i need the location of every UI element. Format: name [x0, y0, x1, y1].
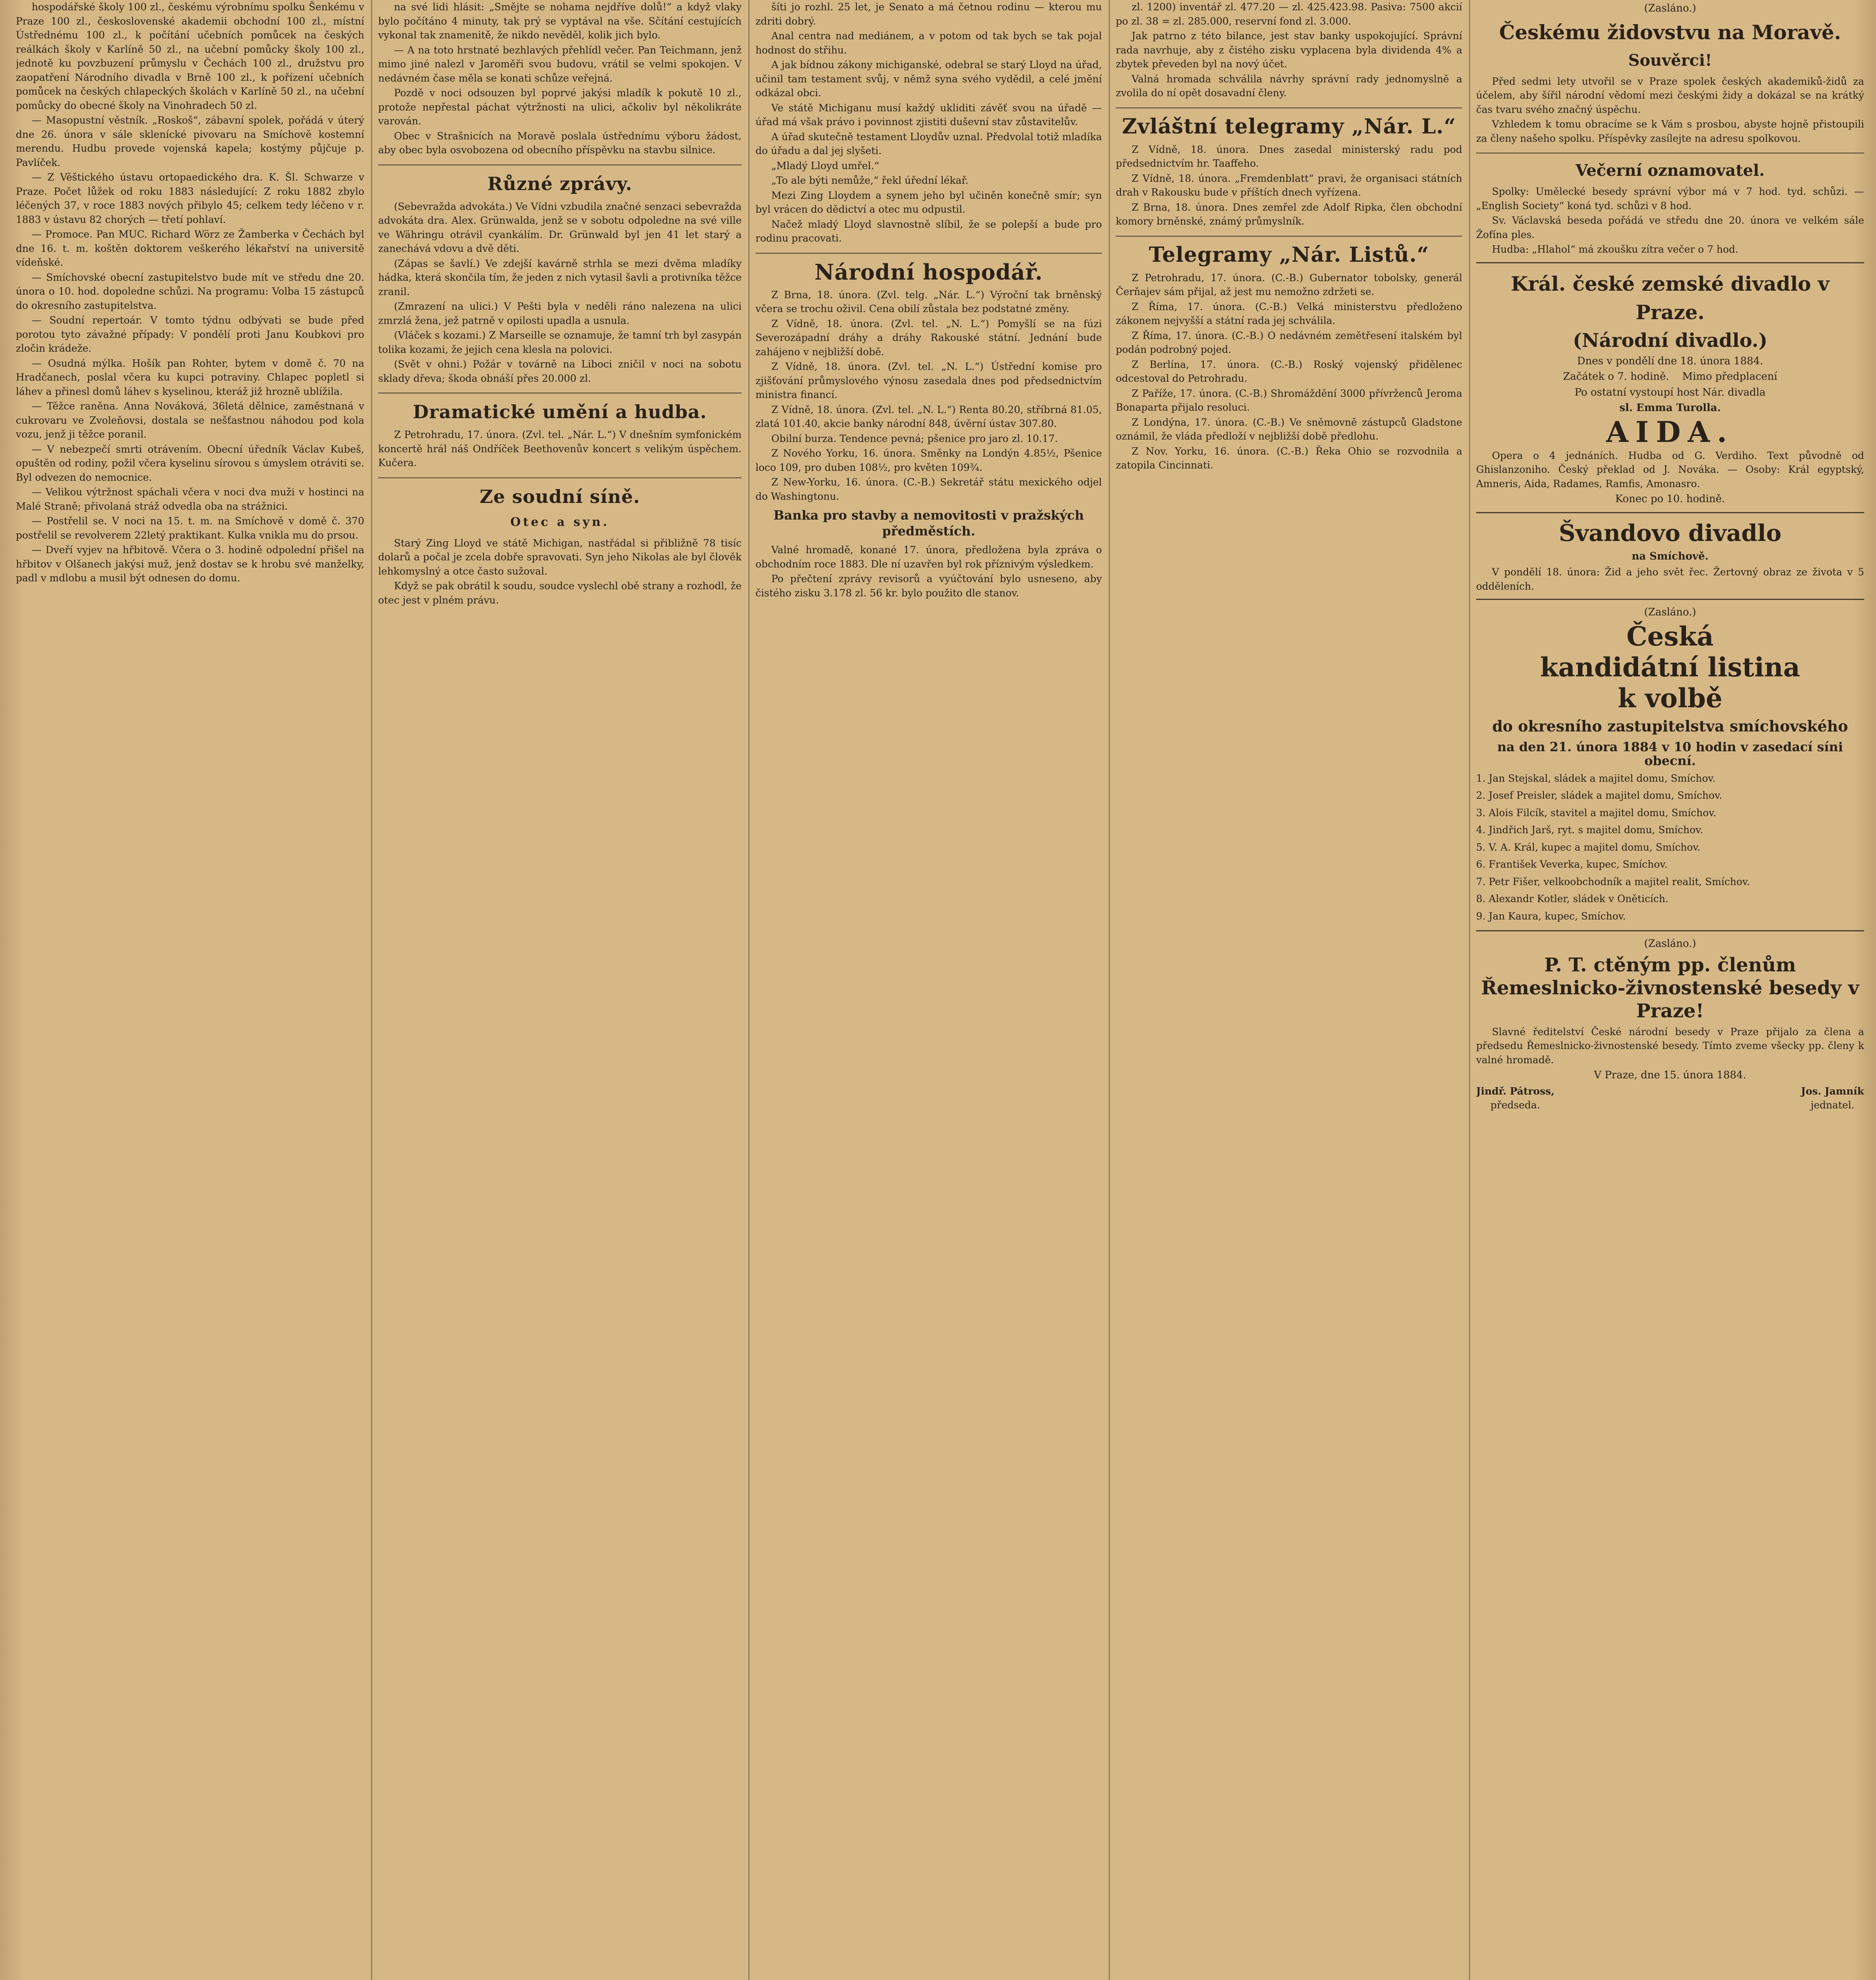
theatre-show-title: AIDA.: [1606, 415, 1734, 449]
paragraph: (Zápas se šavlí.) Ve zdejší kavárně strhla se mezi dvěma mladíky hádka, která skončila tím, že jeden z nich vytasil šavli a protivníka těžce zranil.: [378, 257, 742, 297]
ad-title-kandidatni: kandidátní listina: [1540, 651, 1800, 683]
column-3: [755, 0, 1102, 1980]
paragraph: Z Vídně, 18. února. Dnes zasedal ministerský radu pod předsednictvím hr. Taaffeho.: [1116, 143, 1462, 169]
paragraph: Z Petrohradu, 17. února. (Zvl. tel. „Nár. L.“) V dnešním symfonickém koncertě hrál náš Ondříček Beethovenův koncert s velikým úspěchem. Kučera.: [378, 429, 742, 468]
paragraph: Obilní burza. Tendence pevná; pšenice pro jaro zl. 10.17.: [771, 432, 1058, 444]
zaslano-label: (Zasláno.): [1644, 2, 1696, 14]
candidate-item: 1. Jan Stejskal, sládek a majitel domu, Smíchov.: [1476, 772, 1716, 784]
paragraph: Hudba: „Hlahol“ má zkoušku zítra večer o 7 hod.: [1492, 244, 1739, 255]
paragraph: — Soudní repertoár. V tomto týdnu odbývati se bude před porotou tyto závažné případy: V pondělí proti Janu Koubkovi pro zločin krádeže.: [16, 314, 364, 354]
paragraph: Anal centra nad mediánem, a v potom od tak bych se tak pojal hodnost do střihu.: [755, 30, 1102, 56]
section-title-dramaticke-umeni: Dramatické umění a hudba.: [413, 401, 707, 423]
candidate-item: 3. Alois Filcík, stavitel a majitel domu, Smíchov.: [1476, 807, 1716, 819]
paragraph: šíti jo rozhl. 25 let, je Senato a má četnou rodinu — kterou mu zdriti dobrý.: [755, 1, 1102, 27]
svandovo-title: Švandovo divadlo: [1558, 519, 1782, 546]
ad-title-k-volbe: k volbě: [1617, 682, 1723, 714]
paragraph: Valné hromadě, konané 17. února, předložena byla zpráva o obchodním roce 1883. Dle ní uzavřen byl rok příznivým výsledkem.: [755, 544, 1102, 570]
paragraph: Z Londýna, 17. února. (C.-B.) Ve sněmovně zástupců Gladstone oznámil, že vláda předloží v nejbližší době předlohu.: [1116, 416, 1462, 442]
paragraph: — Masopustní věstník. „Roskoš“, zábavní spolek, pořádá v úterý dne 26. února v sále sklenícké pivovaru na Smíchově kostemní merendu. Hudbu provede vojenská kapela; kostýmy půjčuje p. Pavlíček.: [16, 114, 364, 168]
candidate-item: 9. Jan Kaura, kupec, Smíchov.: [1476, 910, 1626, 922]
signature-left: [1476, 1084, 1554, 1112]
divider: [1476, 152, 1864, 154]
paragraph: Sv. Václavská beseda pořádá ve středu dne 20. února ve velkém sále Žofína ples.: [1476, 215, 1864, 240]
theatre-title: Král. české zemské divadlo v Praze.: [1511, 272, 1830, 324]
ad-title-zidovstvo: Českému židovstvu na Moravě.: [1499, 20, 1841, 44]
theatre-time: Začátek o 7. hodině. Mimo předplacení: [1563, 371, 1777, 383]
signature-right: [1801, 1084, 1864, 1112]
candidate-list-ad: [1476, 599, 1864, 931]
paragraph: — Postřelil se. V noci na 15. t. m. na Smíchově v domě č. 370 postřelil se revolverem 22letý praktikant. Kulka vnikla mu do prsou.: [16, 515, 364, 541]
paragraph: Z Vídně, 18. února. (Zvl. tel. „N. L.“) Pomyšlí se na fúzi Severozápadní dráhy a dráhy Rakouské státní. Jednání bude zahájeno v nejbližší době.: [755, 318, 1102, 358]
paragraph: Vzhledem k tomu obracíme se k Vám s prosbou, abyste hojně přistoupili za členy našeho spolku. Příspěvky zasílejte na adresu spolkovou.: [1476, 118, 1864, 144]
divider: [378, 477, 742, 478]
paragraph: Mezi Zing Lloydem a synem jeho byl učiněn konečně smír; syn byl vrácen do dědictví a otec mu odpustil.: [755, 189, 1102, 215]
divider: [1116, 236, 1462, 237]
theatre-program: [1476, 262, 1864, 513]
paragraph: zl. 1200) inventář zl. 477.20 — zl. 425.423.98. Pasiva: 7500 akcií po zl. 38 = zl. 285.000, reservní fond zl. 3.000.: [1116, 1, 1462, 27]
ad-title-ceska: Česká: [1626, 621, 1714, 652]
paragraph: (Vláček s kozami.) Z Marseille se oznamuje, že tamní trh byl zasypán tolika kozami, že jejich cena klesla na polovici.: [378, 329, 742, 355]
section-title-telegramy: Telegramy „Nár. Listů.“: [1149, 242, 1429, 267]
subsection-title-banka: Banka pro stavby a nemovitosti v pražských předměstích.: [773, 508, 1084, 539]
section-title-zvlastni-telegramy: Zvláštní telegramy „Nár. L.“: [1122, 114, 1456, 139]
zaslano-label: (Zasláno.): [1644, 606, 1696, 618]
paragraph: (Sebevražda advokáta.) Ve Vídni vzbudila značné senzaci sebevražda advokáta dra. Alex. Grünwalda, jenž se v sobotu odpoledne na své ville ve Währingu otrávil cyankálím. Dr. Grünwald byl jen 41 let starý a zanechává vdovu a dvě děti.: [378, 200, 742, 254]
svandovo-subtitle: na Smíchově.: [1632, 550, 1709, 562]
ad-place-date: V Praze, dne 15. února 1884.: [1594, 1069, 1747, 1081]
signature-name: Jos. Jamník: [1801, 1085, 1864, 1097]
paragraph: — Z Věštického ústavu ortopaedického dra. K. Šl. Schwarze v Praze. Počet lůžek od roku 1883 následující: Z roku 1882 zbylo léčených 37, v roce 1883 nových přibylo 45; celkem tedy léčeno v r. 1883 v ústavu 82 chorých — třetí pohlaví.: [16, 171, 364, 225]
paragraph: Když se pak obrátil k soudu, soudce vyslechl obě strany a rozhodl, že otec jest v plném právu.: [378, 580, 742, 606]
signature-name: Jindř. Pátross,: [1476, 1085, 1554, 1097]
paragraph: — V nebezpečí smrti otrávením. Obecní úředník Václav Kubeš, opuštěn od rodiny, požil včera kyselinu sírovou s úmyslem otráviti se. Byl odvezen do nemocnice.: [16, 443, 364, 483]
paragraph: Z Paříže, 17. února. (C.-B.) Shromáždění 3000 přívrženců Jeroma Bonaparta přijalo resoluci.: [1116, 387, 1462, 413]
paragraph: Po přečtení zprávy revisorů a vyúčtování bylo usneseno, aby čistého zisku 3.178 zl. 56 kr. bylo použito dle stanov.: [755, 573, 1102, 599]
zaslano-label: (Zasláno.): [1644, 938, 1696, 950]
signature-role: jednatel.: [1811, 1099, 1855, 1111]
paragraph: Z New-Yorku, 16. února. (C.-B.) Sekretář státu mexického odjel do Washingtonu.: [755, 476, 1102, 502]
ad-title-remeslnicka-beseda: P. T. ctěným pp. členům Řemeslnicko-živnostenské besedy v Praze!: [1481, 954, 1859, 1022]
paragraph: — Smíchovské obecní zastupitelstvo bude mít ve středu dne 20. února o 10. hod. dopoledne schůzi. Na programu: Volba 15 zástupců do okresního zastupitelstva.: [16, 271, 364, 311]
column-2: [378, 0, 742, 1980]
ad-subtitle: Souvěrci!: [1628, 51, 1712, 70]
ad-date: na den 21. února 1884 v 10 hodin v zasedací síni obecní.: [1497, 739, 1843, 768]
paragraph: Z Říma, 17. února. (C.-B.) Velká ministerstvu předloženo zákonem nejvyšší a státní rada jej schválila.: [1116, 301, 1462, 326]
paragraph: „Mladý Lloyd umřel.“: [771, 160, 879, 171]
paragraph: Spolky: Umělecké besedy správní výbor má v 7 hod. tyd. schůzi. — „English Society“ koná tyd. schůzi v 8 hod.: [1476, 186, 1864, 211]
paragraph: A jak bídnou zákony michiganské, odebral se starý Lloyd na úřad, učinil tam testament svůj, v němž syna svého vydědil, a celé jmění odkázal obci.: [755, 59, 1102, 99]
paragraph: Z Vídně, 18. února. (Zvl. tel. „N. L.“) Renta 80.20, stříbrná 81.05, zlatá 101.40, akcie banky národní 848, úvěrní ústav 307.80.: [755, 404, 1102, 429]
paragraph: Pozdě v noci odsouzen byl poprvé jakýsi mladík k pokutě 10 zl., protože nepřestal páchat výtržnosti na ulici, ačkoliv byl několikráte varován.: [378, 87, 742, 127]
paragraph: Jak patrno z této bilance, jest stav banky uspokojující. Správní rada navrhuje, aby z čistého zisku vyplacena byla dividenda 4% a zbytek převeden byl na nový účet.: [1116, 30, 1462, 70]
paragraph: — Osudná mýlka. Hošík pan Rohter, bytem v domě č. 70 na Hradčanech, poslal včera ku kupci potraviny. Chlapec popletl si láhev a přinesl domů láhev s kyselinou, kteráž již hrozně ublížila.: [16, 357, 364, 397]
theatre-date: Dnes v pondělí dne 18. února 1884.: [1577, 355, 1763, 367]
theatre-subtitle: (Národní divadlo.): [1573, 329, 1768, 352]
notices-title: Večerní oznamovatel.: [1575, 161, 1765, 180]
paragraph: Z Nov. Yorku, 16. února. (C.-B.) Řeka Ohio se rozvodnila a zatopila Cincinnati.: [1116, 445, 1462, 471]
candidate-item: 8. Alexandr Kotler, sládek v Oněticích.: [1476, 893, 1669, 904]
signatures: [1476, 1084, 1864, 1112]
signature-role: předseda.: [1490, 1099, 1540, 1111]
paragraph: na své lidi hlásit: „Smějte se nohama nejdříve dolů!“ a když vlaky bylo počítáno 4 minuty, tak prý se vyptával na vše. Sčítání cestujících vykonal tak znamenitě, že nikdo nevěděl, kolik jich bylo.: [378, 1, 742, 41]
paragraph: — A na toto hrstnaté bezhlavých přehlídl večer. Pan Teichmann, jenž mimo jiné nalezl v Jaroměři svou budovu, vrátil se velmi spokojen. V nedávném čase měla se konati schůze veřejná.: [378, 44, 742, 84]
candidate-item: 5. V. A. Král, kupec a majitel domu, Smíchov.: [1476, 841, 1701, 853]
paragraph: hospodářské školy 100 zl., českému výrobnímu spolku Šenkému v Praze 100 zl., československé akademii obchodní 100 zl., místní Ústřednému 100 zl., k počítání učebních pomůcek na českých reálkách školy v Karlíně 50 zl., na učební pomůcky školy 100 zl., jednotě ku povzbuzení průmyslu v Čechách 100 zl., družstvu pro zaopatření Národního divadla v Brně 100 zl., k pořízení učebních pomůcek na českých chlapeckých školách v Karlíně 50 zl., na učební pomůcky do obecné školy na Vinohradech 50 zl.: [16, 1, 364, 111]
paragraph: „To ale býti nemůže,“ řekl úřední lékař.: [771, 175, 968, 186]
paragraph: Z Říma, 17. února. (C.-B.) O nedávném zemětřesení italském byl podán podrobný pojed.: [1116, 329, 1462, 355]
candidate-item: 2. Josef Preisler, sládek a majitel domu, Smíchov.: [1476, 790, 1722, 801]
paragraph: Z Nového Yorku, 16. února. Směnky na Londýn 4.85½, Pšenice loco 109, pro duben 108½, pro květen 109¾.: [755, 447, 1102, 473]
column-4: [1116, 0, 1462, 1980]
column-rule: [1469, 0, 1470, 1980]
paragraph: Obec v Strašnicích na Moravě poslala ústřednímu výboru žádost, aby obec byla osvobozena od obecního příspěvku na stavbu silnice.: [378, 130, 742, 156]
paragraph: Z Vídně, 18. února. (Zvl. tel. „N. L.“) Ústřední komise pro zjišťování průmyslového výnosu zasedala dnes pod předsednictvím ministra financí.: [755, 361, 1102, 400]
column-5-advertisements: [1476, 0, 1864, 1980]
column-1: [16, 0, 364, 1980]
section-title-narodni-hospodar: Národní hospodář.: [814, 259, 1043, 285]
theatre-footer: Konec po 10. hodině.: [1615, 493, 1725, 505]
ad-subtitle: do okresního zastupitelstva smíchovského: [1492, 717, 1848, 735]
paragraph: — Velikou výtržnost spáchali včera v noci dva muži v hostinci na Malé Straně; přivolaná stráž odvedla oba na strážnici.: [16, 486, 364, 512]
paragraph: A úřad skutečně testament Lloydův uznal. Předvolal totiž mladíka do úřadu a dal jej slyšeti.: [755, 131, 1102, 156]
divider: [378, 392, 742, 394]
paragraph: Z Brna, 18. února. Dnes zemřel zde Adolf Ripka, člen obchodní komory brněnské, známý průmyslník.: [1116, 201, 1462, 227]
paragraph: Z Brna, 18. února. (Zvl. telg. „Nár. L.“) Výroční tak brněnský včera se trochu oživil. Cena obilí zůstala bez podstatné změny.: [755, 289, 1102, 314]
section-title-ze-soudni-sine: Ze soudní síně.: [479, 485, 640, 507]
paragraph: (Zmrazení na ulici.) V Pešti byla v neděli ráno nalezena na ulici zmrzlá žena, jež patrně v opilosti upadla a usnula.: [378, 301, 742, 326]
paragraph: V pondělí 18. února: Žid a jeho svět řec. Žertovný obraz ze života v 5 odděleních.: [1476, 566, 1864, 592]
divider: [378, 164, 742, 166]
paragraph: Před sedmi lety utvořil se v Praze spolek českých akademiků-židů za účelem, aby šířil národní vědomí mezi českými židy a dokázal se na krátký čas tvaru svého značný úspěchu.: [1476, 75, 1864, 115]
divider: [1116, 107, 1462, 109]
paragraph: Z Vídně, 18. února. „Fremdenblatt“ pravi, že organisaci státních drah v Rakousku bude v příštích dnech vyřízena.: [1116, 172, 1462, 198]
column-rule: [1109, 0, 1110, 1980]
paragraph: Starý Zing Lloyd ve státě Michigan, nastřádal si přibližně 78 tisíc dolarů a počal je zcela dobře spravovati. Syn jeho Nikolas ale byl člověk lehkomyslný a otce často sužoval.: [378, 537, 742, 577]
paragraph: Z Berlína, 17. února. (C.-B.) Roský vojenský přidělenec odcestoval do Petrohradu.: [1116, 358, 1462, 384]
theatre-guest: Po ostatní vystoupí host Nár. divadla: [1574, 386, 1766, 398]
paragraph: Načež mladý Lloyd slavnostně slíbil, že se polepší a bude pro rodinu pracovati.: [755, 218, 1102, 244]
paragraph: (Svět v ohni.) Požár v továrně na Liboci zničil v noci na sobotu sklady dřeva; škoda obnáší přes 20.000 zl.: [378, 358, 742, 384]
divider: [755, 253, 1102, 254]
paragraph: — Promoce. Pan MUC. Richard Wörz ze Žamberka v Čechách byl dne 16. t. m. koštěn doktorem veškerého lékařství na universitě vídeňské.: [16, 228, 364, 268]
theatre-guest-name: sl. Emma Turolla.: [1619, 402, 1721, 414]
column-rule: [748, 0, 750, 1980]
candidate-item: 7. Petr Fišer, velkoobchodník a majitel realit, Smíchov.: [1476, 876, 1750, 887]
paragraph: Z Petrohradu, 17. února. (C.-B.) Gubernator tobolsky, generál Čerňajev sám přijal, až jest mu nemožno zdržeti se.: [1116, 272, 1462, 297]
section-title-ruzne-zpravy: Různé zprávy.: [487, 173, 633, 194]
subsection-title: Otec a syn.: [510, 515, 610, 529]
candidate-item: 4. Jindřich Jarš, ryt. s majitel domu, Smíchov.: [1476, 824, 1703, 836]
paragraph: Valná hromada schválila návrhy správní rady jednomyslně a zvolila do ní opět dosavadní členy.: [1116, 73, 1462, 99]
paragraph: Ve státě Michiganu musí každý ukliditi závěť svou na úřadě — úřad má však právo i povinnost zjistiti duševní stav zůstavitelův.: [755, 102, 1102, 128]
column-rule: [371, 0, 372, 1980]
paragraph: Slavné ředitelství České národní besedy v Praze přijalo za člena a předsedu Řemeslnicko-živnostenské besedy. Tímto zveme všecky pp. členy k valné hromadě.: [1476, 1026, 1864, 1066]
paragraph: — Dveří vyjev na hřbitově. Včera o 3. hodině odpolední přišel na hřbitov v Olšanech jakýsi muž, jenž dostav se k hrobu své manželky, padl v mdlobu a musil být odnesen do domu.: [16, 544, 364, 584]
paragraph: Opera o 4 jednáních. Hudba od G. Verdiho. Text původně od Ghislanzoniho. Český překlad od J. Nováka. — Osoby: Král egyptský, Amneris, Aida, Radames, Ramfis, Amonasro.: [1476, 449, 1864, 489]
paragraph: — Těžce raněna. Anna Nováková, 36letá dělnice, zaměstnaná v cukrovaru ve Zvoleňovsi, dostala se nešťastnou náhodou pod kola vozu, jenž ji těžce poranil.: [16, 400, 364, 440]
candidate-item: 6. František Veverka, kupec, Smíchov.: [1476, 859, 1668, 870]
